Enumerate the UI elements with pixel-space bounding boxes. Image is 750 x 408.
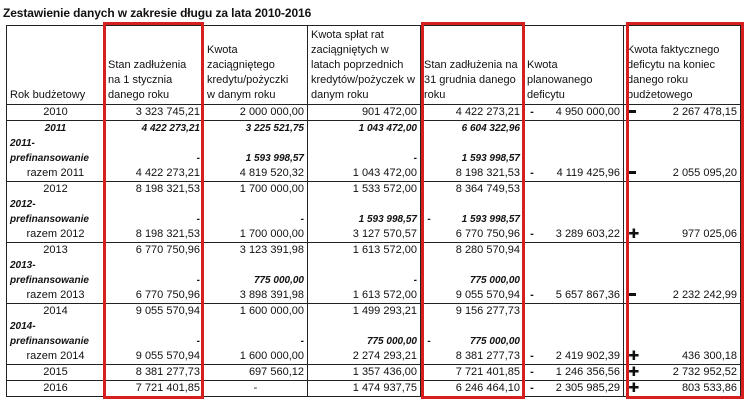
year-cell: 2013- — [7, 258, 105, 273]
actual-deficit-cell — [624, 227, 741, 243]
plus-icon: ✚ — [628, 227, 640, 241]
loan-cell: 2 000 000,00 — [204, 105, 308, 121]
planned-value: 4 950 000,00 — [555, 106, 620, 118]
planned-value: 1 246 356,56 — [555, 366, 620, 378]
table-row — [7, 121, 741, 137]
repayment-cell: 1 043 472,00 — [308, 121, 421, 137]
year-cell: 2012 — [7, 182, 105, 198]
header-row — [7, 26, 741, 105]
debt-start-cell: 8 381 277,73 — [105, 365, 204, 381]
planned-deficit-cell — [524, 349, 624, 365]
loan-cell: 3 898 391,98 — [204, 288, 308, 304]
planned-deficit-cell — [524, 121, 624, 137]
year-cell: 2015 — [7, 365, 105, 381]
planned-sign: - — [530, 350, 534, 362]
year-cell: 2013 — [7, 243, 105, 259]
debt-end-cell: 775 000,00 — [421, 273, 524, 288]
debt-end-cell: 8 280 570,94 — [421, 243, 524, 259]
actual-value: 2 267 478,15 — [672, 106, 737, 118]
loan-cell: 1 600 000,00 — [204, 349, 308, 365]
debt-start-cell: - — [105, 273, 204, 288]
loan-cell: 1 700 000,00 — [204, 227, 308, 243]
debt-start-cell: 8 198 321,53 — [105, 227, 204, 243]
actual-value: 803 533,86 — [681, 382, 737, 394]
debt-end-cell: 8 381 277,73 — [421, 349, 524, 365]
year-cell: 2010 — [7, 105, 105, 121]
planned-sign: - — [530, 167, 534, 179]
repayment-cell: - — [308, 151, 421, 166]
planned-deficit-cell — [524, 105, 624, 121]
header-planned-deficit: Kwota planowanego deficytu — [524, 26, 624, 105]
repayment-cell: 3 127 570,57 — [308, 227, 421, 243]
actual-deficit-cell — [624, 166, 741, 182]
debt-end-value: 775 000,00 — [469, 336, 520, 347]
year-cell: razem 2012 — [7, 227, 105, 243]
repayment-cell: 901 472,00 — [308, 105, 421, 121]
page-title: Zestawienie danych w zakresie długu za lata 2010-2016 — [3, 6, 312, 20]
debt-start-cell: 3 323 745,21 — [105, 105, 204, 121]
loan-cell: 3 123 391,98 — [204, 243, 308, 259]
debt-start-cell: - — [105, 151, 204, 166]
year-cell: 2014 — [7, 304, 105, 320]
repayment-cell: 1 357 436,00 — [308, 365, 421, 381]
table-row — [7, 365, 741, 381]
year-cell: prefinansowanie — [7, 212, 105, 227]
debt-end-cell: 4 422 273,21 — [421, 105, 524, 121]
plus-icon: ✚ — [628, 364, 640, 379]
debt-start-cell: 9 055 570,94 — [105, 349, 204, 365]
debt-end-cell: 6 604 322,96 — [421, 121, 524, 137]
debt-start-cell: 6 770 750,96 — [105, 243, 204, 259]
header-actual-deficit: Kwota faktycznego deficytu na koniec danego roku budżetowego — [624, 26, 741, 105]
debt-end-cell: 6 770 750,96 — [421, 227, 524, 243]
planned-sign: - — [530, 289, 534, 301]
loan-cell: 3 225 521,75 — [204, 121, 308, 137]
year-cell: 2011 — [7, 121, 105, 137]
debt-end-value: 1 593 998,57 — [461, 214, 520, 225]
debt-start-cell: - — [105, 212, 204, 227]
loan-cell: 1 600 000,00 — [204, 304, 308, 320]
actual-deficit-cell — [624, 349, 741, 365]
debt-end-cell: 9 055 570,94 — [421, 288, 524, 304]
planned-value: 5 657 867,36 — [555, 289, 620, 301]
header-debt-start: Stan zadłużenia na 1 stycznia danego roku — [105, 26, 204, 105]
planned-value: 2 419 902,39 — [555, 350, 620, 362]
year-cell: prefinansowanie — [7, 273, 105, 288]
repayment-cell: 1 474 937,75 — [308, 381, 421, 397]
loan-cell: 1 700 000,00 — [204, 182, 308, 198]
planned-value: 4 119 425,96 — [556, 167, 620, 179]
header-debt-end: Stan zadłużenia na 31 grudnia danego roku — [421, 26, 524, 105]
plus-icon: ✚ — [628, 380, 640, 395]
debt-end-cell: 9 156 277,73 — [421, 304, 524, 320]
debt-start-cell: 6 770 750,96 — [105, 288, 204, 304]
actual-value: 436 300,18 — [681, 350, 737, 362]
planned-sign: - — [530, 366, 534, 378]
table-row — [7, 381, 741, 397]
planned-sign: - — [530, 106, 534, 118]
debt-start-cell: 7 721 401,85 — [105, 381, 204, 397]
actual-value: 2 055 095,20 — [672, 167, 737, 179]
actual-deficit-cell — [624, 365, 741, 381]
table-row — [7, 105, 741, 121]
year-cell: prefinansowanie — [7, 151, 105, 166]
table-row — [7, 136, 741, 151]
debt-start-cell: 4 422 273,21 — [105, 121, 204, 137]
repayment-cell: 1 499 293,21 — [308, 304, 421, 320]
table-row — [7, 227, 741, 243]
repayment-cell: 1 613 572,00 — [308, 243, 421, 259]
loan-cell: 697 560,12 — [204, 365, 308, 381]
repayment-cell: 775 000,00 — [308, 334, 421, 349]
repayment-cell: 2 274 293,21 — [308, 349, 421, 365]
table-row — [7, 349, 741, 365]
repayment-cell: 1 593 998,57 — [308, 212, 421, 227]
year-cell: razem 2011 — [7, 166, 105, 182]
minus-icon — [627, 105, 637, 120]
actual-deficit-cell — [624, 105, 741, 121]
year-cell: 2012- — [7, 197, 105, 212]
year-cell: razem 2013 — [7, 288, 105, 304]
header-repayment: Kwota spłat rat zaciągniętych w latach poprzednich kredytów/pożyczek w danym roku — [308, 26, 421, 105]
debt-end-cell — [421, 334, 524, 349]
loan-cell: - — [204, 381, 308, 397]
table-row — [7, 182, 741, 198]
table-row — [7, 151, 741, 166]
minus-icon — [627, 166, 637, 181]
debt-start-cell: - — [105, 334, 204, 349]
planned-deficit-cell — [524, 365, 624, 381]
repayment-cell: 1 533 572,00 — [308, 182, 421, 198]
loan-cell: 4 819 520,32 — [204, 166, 308, 182]
plus-icon: ✚ — [628, 349, 640, 363]
minus-icon — [627, 288, 637, 303]
debt-end-cell: 8 364 749,53 — [421, 182, 524, 198]
table-row — [7, 304, 741, 320]
year-cell: 2014- — [7, 319, 105, 334]
table-row — [7, 319, 741, 334]
actual-deficit-cell — [624, 381, 741, 397]
debt-end-sign: - — [427, 336, 431, 347]
debt-end-cell: 1 593 998,57 — [421, 151, 524, 166]
planned-sign: - — [530, 228, 534, 240]
year-cell: 2016 — [7, 381, 105, 397]
planned-value: 2 305 985,29 — [555, 382, 620, 394]
debt-end-cell: 8 198 321,53 — [421, 166, 524, 182]
table-row — [7, 243, 741, 259]
actual-value: 977 025,06 — [681, 228, 737, 240]
table-row — [7, 288, 741, 304]
table-row — [7, 166, 741, 182]
debt-end-sign: - — [427, 214, 431, 225]
planned-deficit-cell — [524, 166, 624, 182]
loan-cell: - — [204, 334, 308, 349]
debt-start-cell: 4 422 273,21 — [105, 166, 204, 182]
planned-deficit-cell — [524, 227, 624, 243]
year-cell: 2011- — [7, 136, 105, 151]
year-cell: razem 2014 — [7, 349, 105, 365]
loan-cell: 775 000,00 — [204, 273, 308, 288]
table-row — [7, 197, 741, 212]
debt-start-cell: 9 055 570,94 — [105, 304, 204, 320]
debt-end-cell — [421, 212, 524, 227]
planned-deficit-cell — [524, 288, 624, 304]
repayment-cell: - — [308, 273, 421, 288]
loan-cell: - — [204, 212, 308, 227]
actual-value: 2 232 242,99 — [672, 289, 737, 301]
actual-deficit-cell — [624, 121, 741, 137]
actual-value: 2 732 952,52 — [672, 366, 737, 378]
planned-deficit-cell — [524, 381, 624, 397]
table-row — [7, 334, 741, 349]
year-cell: prefinansowanie — [7, 334, 105, 349]
repayment-cell: 1 043 472,00 — [308, 166, 421, 182]
header-year: Rok budżetowy — [7, 26, 105, 105]
planned-value: 3 289 603,22 — [555, 228, 620, 240]
repayment-cell: 1 613 572,00 — [308, 288, 421, 304]
debt-end-cell: 7 721 401,85 — [421, 365, 524, 381]
actual-deficit-cell — [624, 288, 741, 304]
loan-cell: 1 593 998,57 — [204, 151, 308, 166]
header-loan-amount: Kwota zaciągniętego kredytu/pożyczki w danym roku — [204, 26, 308, 105]
debt-start-cell: 8 198 321,53 — [105, 182, 204, 198]
debt-summary-table — [6, 25, 741, 397]
debt-end-cell: 6 246 464,10 — [421, 381, 524, 397]
table-row — [7, 258, 741, 273]
table-row — [7, 212, 741, 227]
planned-sign: - — [530, 382, 534, 394]
table-row — [7, 273, 741, 288]
